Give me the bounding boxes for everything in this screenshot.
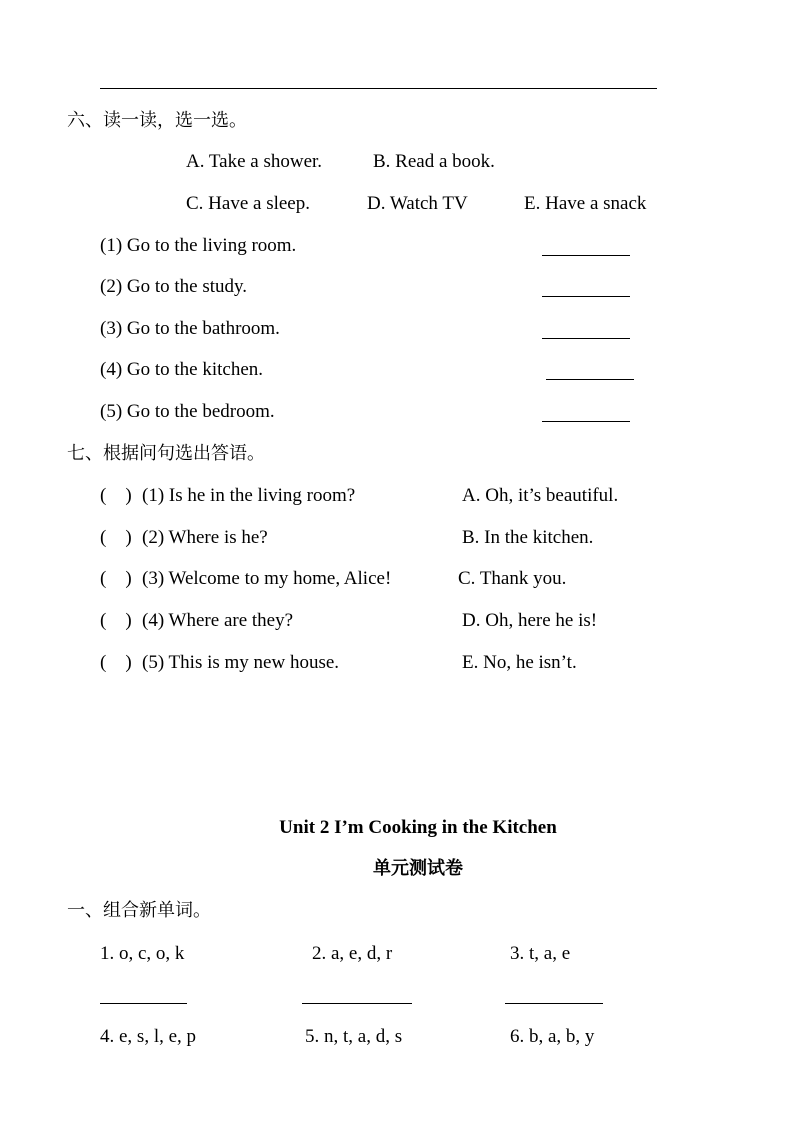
word-blank-1[interactable] (100, 1003, 187, 1004)
section7-heading: 七、根据问句选出答语。 (67, 443, 265, 464)
word-puzzle-1: 1. o, c, o, k (100, 943, 185, 964)
question-4: (4) Where are they? (142, 610, 294, 631)
question-3: (3) Welcome to my home, Alice! (142, 568, 392, 589)
question-2: (2) Where is he? (142, 527, 268, 548)
word-puzzle-4: 4. e, s, l, e, p (100, 1026, 197, 1047)
section6-heading: 六、读一读，选一选。 (67, 110, 247, 131)
option-e: E. Have a snack (524, 193, 647, 214)
answer-option-e: E. No, he isn’t. (462, 652, 577, 673)
option-c: C. Have a sleep. (186, 193, 310, 214)
answer-option-a: A. Oh, it’s beautiful. (462, 485, 619, 506)
word-puzzle-5: 5. n, t, a, d, s (305, 1026, 403, 1047)
unit-subtitle: 单元测试卷 (373, 858, 463, 879)
section6-item-2: (2) Go to the study. (100, 276, 248, 297)
question-5: (5) This is my new house. (142, 652, 340, 673)
answer-blank-2[interactable] (542, 296, 630, 297)
question-1: (1) Is he in the living room? (142, 485, 356, 506)
answer-bracket-2[interactable]: ( ) (100, 527, 132, 548)
word-puzzle-2: 2. a, e, d, r (312, 943, 393, 964)
unit-title: Unit 2 I’m Cooking in the Kitchen (279, 817, 557, 838)
answer-bracket-1[interactable]: ( ) (100, 485, 132, 506)
answer-bracket-4[interactable]: ( ) (100, 610, 132, 631)
answer-bracket-3[interactable]: ( ) (100, 568, 132, 589)
word-puzzle-3: 3. t, a, e (510, 943, 571, 964)
section6-item-4: (4) Go to the kitchen. (100, 359, 264, 380)
answer-blank-1[interactable] (542, 255, 630, 256)
section6-item-5: (5) Go to the bedroom. (100, 401, 275, 422)
word-blank-3[interactable] (505, 1003, 603, 1004)
answer-bracket-5[interactable]: ( ) (100, 652, 132, 673)
option-b: B. Read a book. (373, 151, 495, 172)
unit2-section1-heading: 一、组合新单词。 (67, 900, 211, 921)
answer-option-c: C. Thank you. (458, 568, 567, 589)
option-a: A. Take a shower. (186, 151, 323, 172)
section6-item-1: (1) Go to the living room. (100, 235, 297, 256)
answer-option-d: D. Oh, here he is! (462, 610, 598, 631)
word-puzzle-6: 6. b, a, b, y (510, 1026, 595, 1047)
top-divider (100, 88, 657, 89)
answer-blank-4[interactable] (546, 379, 634, 380)
section6-item-3: (3) Go to the bathroom. (100, 318, 280, 339)
option-d: D. Watch TV (367, 193, 468, 214)
answer-blank-3[interactable] (542, 338, 630, 339)
answer-option-b: B. In the kitchen. (462, 527, 594, 548)
word-blank-2[interactable] (302, 1003, 412, 1004)
answer-blank-5[interactable] (542, 421, 630, 422)
